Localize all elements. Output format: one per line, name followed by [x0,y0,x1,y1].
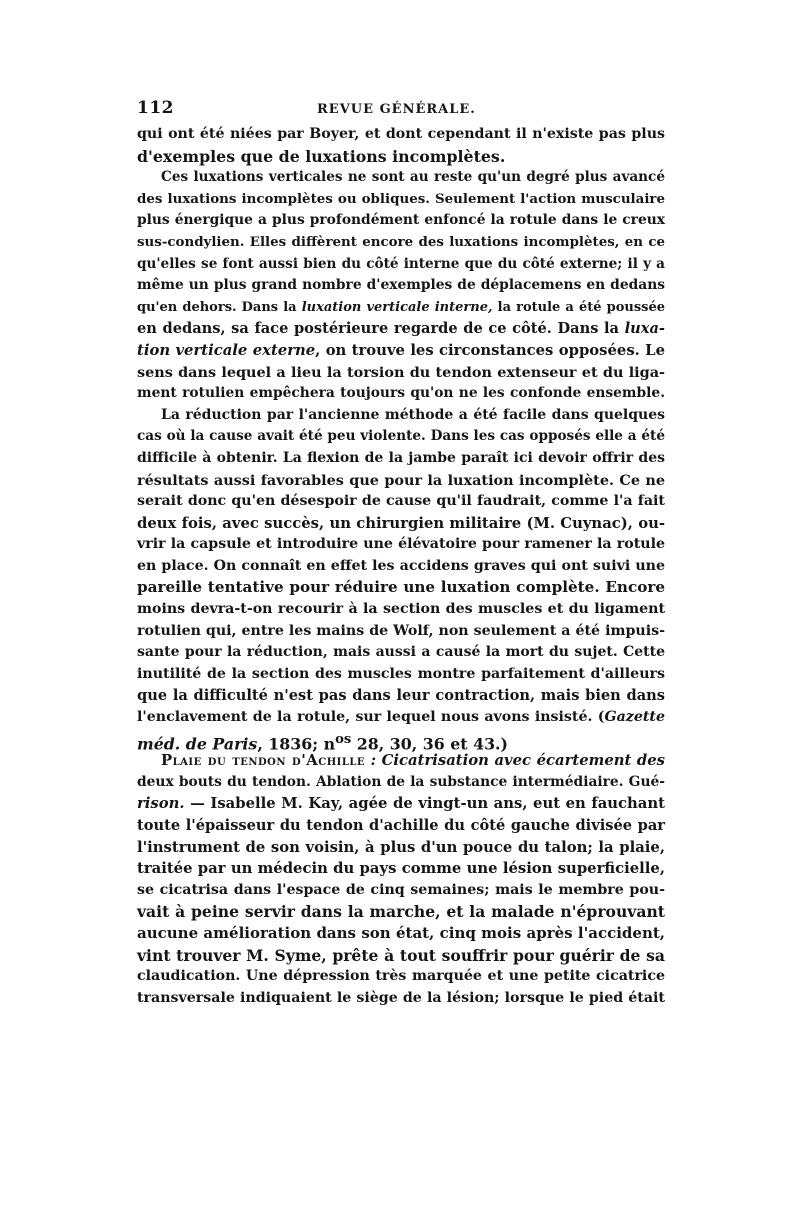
text-line: des luxations incomplètes ou obliques. Seulement l'action musculaire [137,190,665,207]
text-line: vait à peine servir dans la marche, et la malade n'éprouvant [137,902,665,922]
text-line: traitée par un médecin du pays comme une lésion superficielle, [137,860,665,878]
italic-fragment: luxation verticale interne, [301,299,493,315]
running-header [137,98,665,124]
running-title: REVUE GÉNÉRALE. [317,102,476,117]
text-line: sante pour la réduction, mais aussi a causé la mort du sujet. Cette [137,644,665,661]
italic-fragment: : Cicatrisation avec écartement des [365,752,666,770]
text-line [137,340,665,362]
text-line: même un plus grand nombre d'exemples de déplacemens en dedans [137,277,665,294]
page [137,98,665,1009]
italic-fragment: rison. [137,795,185,813]
italic-fragment: méd. de Paris [137,733,258,753]
text-line: inutilité de la section des muscles montre parfaitement d'ailleurs [137,665,665,682]
text-line: se cicatrisa dans l'espace de cinq semaines; mais le membre pou- [137,881,665,898]
text-line: La réduction par l'ancienne méthode a été facile dans quelques [161,406,665,423]
text-line: toute l'épaisseur du tendon d'achille du côté gauche divisée par [137,817,665,834]
text-line: moins devra-t-on recourir à la section des muscles et du ligament [137,601,665,618]
text-line: qu'elles se font aussi bien du côté interne que du côté externe; il y a [137,255,665,272]
text-fragment: la rotule a été poussée [492,299,665,315]
text-line: sens dans lequel a lieu la torsion du tendon extenseur et du liga- [137,363,665,381]
text-line: transversale indiquaient le siège de la lésion; lorsque le pied était [137,989,665,1006]
superscript: os [335,731,352,747]
text-line: qui ont été niées par Boyer, et dont cependant il n'existe pas plus [137,126,665,142]
text-line [137,707,665,729]
text-line: aucune amélioration dans son état, cinq mois après l'accident, [137,923,665,942]
text-fragment: , on trouve les circonstances opposées. Le [315,341,665,359]
text-line [137,318,665,340]
text-line: difficile à obtenir. La flexion de la jambe paraît ici devoir offrir des [137,449,665,466]
text-fragment: — Isabelle M. Kay, agée de vingt-un ans, eut en fauchant [184,795,665,813]
text-line: serait donc qu'en désespoir de cause qu'il faudrait, comme l'a fait [137,493,665,510]
body-text [137,124,665,1009]
italic-fragment: Gazette [604,709,665,726]
text-line [137,750,665,772]
text-line: Ces luxations verticales ne sont au reste qu'un degré plus avancé [161,169,665,186]
text-line: plus énergique a plus profondément enfoncé la rotule dans le creux [137,212,665,229]
text-line [137,729,665,751]
text-line: vint trouver M. Syme, prête à tout souffrir pour guérir de sa [137,945,665,965]
text-line [137,297,665,319]
text-line: deux fois, avec succès, un chirurgien militaire (M. Cuynac), ou- [137,514,665,532]
page-number: 112 [137,98,174,118]
text-fragment: l'enclavement de la rotule, sur lequel nous avons insisté. ( [137,709,605,726]
text-line: ment rotulien empêchera toujours qu'on ne les confonde ensemble. [137,385,665,402]
text-line: rotulien qui, entre les mains de Wolf, non seulement a été impuis- [137,622,665,639]
text-line: pareille tentative pour réduire une luxation complète. Encore [137,578,665,597]
text-line: cas où la cause avait été peu violente. Dans les cas opposés elle a été [137,428,665,445]
text-line: en place. On connaît en effet les accidens graves qui ont suivi une [137,557,665,574]
section-heading: Plaie du tendon d'Achille [161,752,366,770]
text-line [137,793,665,815]
text-fragment: 28, 30, 36 et 43.) [351,733,509,753]
text-line: d'exemples que de luxations incomplètes. [137,146,506,166]
text-line: claudication. Une dépression très marquée et une petite cicatrice [137,968,665,985]
text-fragment: qu'en dehors. Dans la [137,299,302,315]
text-line: résultats aussi favorables que pour la luxation incomplète. Ce ne [137,471,665,489]
text-fragment: en dedans, sa face postérieure regarde de ce côté. Dans la [137,320,625,338]
italic-fragment: luxa- [624,320,665,338]
text-fragment: , 1836; n [257,733,336,753]
text-line: que la difficulté n'est pas dans leur contraction, mais bien dans [137,687,665,705]
italic-fragment: tion verticale externe [137,341,316,359]
text-line: deux bouts du tendon. Ablation de la substance intermédiaire. Gué- [137,773,665,790]
text-line: sus-condylien. Elles diffèrent encore des luxations incomplètes, en ce [137,233,665,250]
text-line: l'instrument de son voisin, à plus d'un pouce du talon; la plaie, [137,838,665,856]
text-line: vrir la capsule et introduire une élévatoire pour ramener la rotule [137,536,665,553]
